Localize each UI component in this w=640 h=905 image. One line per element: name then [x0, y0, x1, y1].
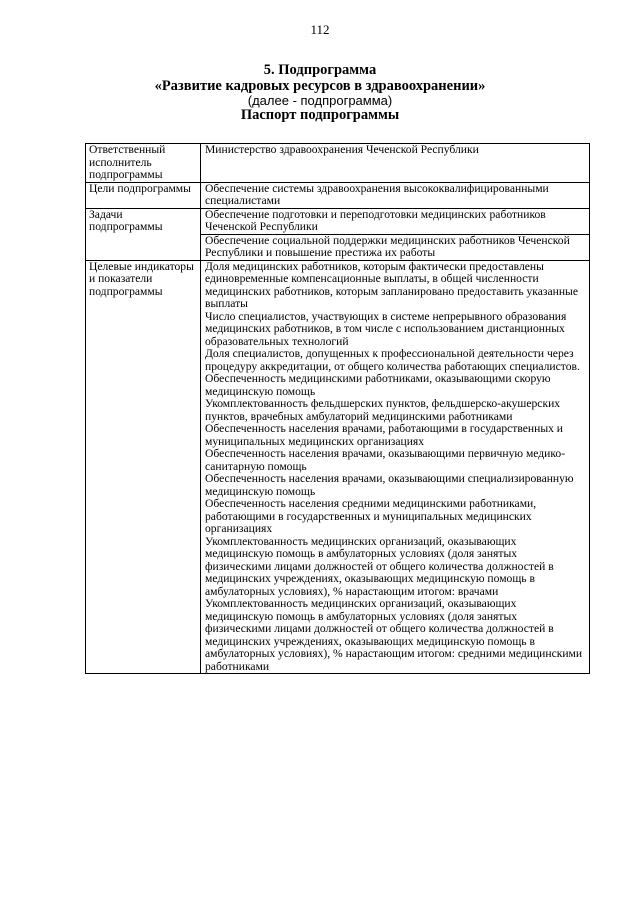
- indicator-item: Обеспеченность населения врачами, оказывающими первичную медико-санитарную помощь: [205, 447, 566, 473]
- passport-title: Паспорт подпрограммы: [240, 107, 400, 123]
- indicator-item: Обеспеченность населения врачами, работающими в государственных и муниципальных медицинских организациях: [205, 422, 564, 448]
- row-goals: [86, 182, 590, 208]
- responsible-label: Ответственный исполнитель подпрограммы: [86, 144, 201, 183]
- subprogram-abbreviation: (далее - подпрограмма): [247, 93, 393, 108]
- subprogram-number-title: 5. Подпрограмма: [263, 62, 377, 78]
- row-responsible: [86, 144, 590, 183]
- indicator-item: Доля специалистов, допущенных к профессиональной деятельности через процедуру аккредитации, от общего количества работающих специалистов.: [205, 347, 580, 373]
- row-tasks-1: [86, 208, 590, 234]
- tasks-label: Задачи подпрограммы: [86, 208, 201, 260]
- heading-block: [0, 62, 640, 123]
- task-item: Обеспечение подготовки и переподготовки медицинских работников Чеченской Республики: [201, 208, 590, 234]
- indicators-label: Целевые индикаторы и показатели подпрограммы: [86, 260, 201, 674]
- subprogram-name-title: «Развитие кадровых ресурсов в здравоохранении»: [154, 78, 486, 94]
- indicator-item: Обеспеченность населения средними медицинскими работниками, работающими в государственных и муниципальных медицинских организациях: [205, 497, 537, 535]
- goals-label: Цели подпрограммы: [86, 182, 201, 208]
- task-item: Обеспечение социальной поддержки медицинских работников Чеченской Республики и повышение престижа их работы: [201, 234, 590, 260]
- responsible-value: Министерство здравоохранения Чеченской Республики: [201, 144, 590, 183]
- indicator-item: Укомплектованность фельдшерских пунктов, фельдшерско-акушерских пунктов, врачебных амбулаторий медицинскими работниками: [205, 397, 561, 423]
- indicator-item: Обеспеченность населения врачами, оказывающими специализированную медицинскую помощь: [205, 472, 574, 498]
- passport-table: [85, 143, 590, 674]
- indicator-item: Доля медицинских работников, которым фактически предоставлены единовременные компенсационные выплаты, в общей численности медицинских работников, которым запланировано предоставить указанные выплаты: [205, 259, 578, 310]
- indicator-item: Укомплектованность медицинских организаций, оказывающих медицинскую помощь в амбулаторных условиях (доля занятых физическими лицами должностей от общего количества должностей в медицинских учреждениях, оказывающих медицинскую помощь в амбулаторных условиях), % нарастающим итогом: врачами: [205, 534, 554, 598]
- indicator-item: Число специалистов, участвующих в системе непрерывного образования медицинских работников, в том числе с использованием дистанционных образовательных технологий: [205, 309, 567, 348]
- row-indicators: [86, 260, 590, 674]
- indicators-value: [201, 260, 590, 674]
- page-number: 112: [310, 22, 330, 37]
- indicator-item: Укомплектованность медицинских организаций, оказывающих медицинскую помощь в амбулаторных условиях (доля занятых физическими лицами должностей от общего количества должностей в медицинских учреждениях, оказывающих медицинскую помощь в амбулаторных условиях), % нарастающим итогом: средними медицинскими работниками: [205, 597, 583, 673]
- goals-value: Обеспечение системы здравоохранения высококвалифицированными специалистами: [201, 182, 590, 208]
- indicator-item: Обеспеченность медицинскими работниками, оказывающими скорую медицинскую помощь: [205, 372, 551, 398]
